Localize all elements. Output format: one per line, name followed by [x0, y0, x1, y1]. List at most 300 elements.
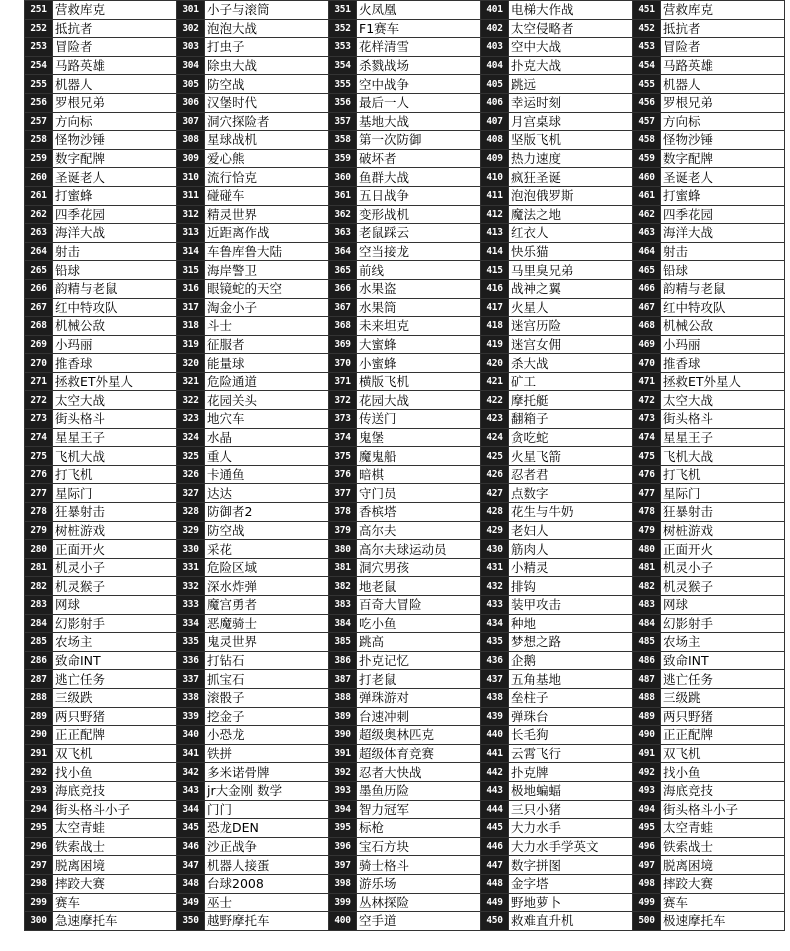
- game-name: 打蜜蜂: [661, 186, 785, 205]
- game-name: 种地: [509, 614, 633, 633]
- game-number: 281: [25, 558, 53, 577]
- game-name: 防空战: [205, 75, 329, 94]
- game-name: 弹珠游对: [357, 688, 481, 707]
- game-name: 马路英雄: [53, 56, 177, 75]
- game-name: 高尔夫: [357, 521, 481, 540]
- game-name: 坚版飞机: [509, 131, 633, 150]
- game-number: 406: [481, 93, 509, 112]
- game-name: 致命INT: [53, 651, 177, 670]
- game-name: 标枪: [357, 819, 481, 838]
- game-name: 星球战机: [205, 131, 329, 150]
- game-name: 冒险者: [661, 38, 785, 57]
- game-name: 防御者2: [205, 503, 329, 522]
- game-name: 街头格斗小子: [661, 800, 785, 819]
- game-name: 最后一人: [357, 93, 481, 112]
- game-number: 400: [329, 912, 357, 931]
- game-number: 257: [25, 112, 53, 131]
- table-row: [25, 893, 785, 912]
- game-name: 智力冠军: [357, 800, 481, 819]
- game-name: 老妇人: [509, 521, 633, 540]
- table-row: [25, 242, 785, 261]
- game-number: 426: [481, 465, 509, 484]
- game-number: 379: [329, 521, 357, 540]
- game-name: 破坏者: [357, 149, 481, 168]
- game-number: 462: [633, 205, 661, 224]
- game-name: 云霄飞行: [509, 744, 633, 763]
- game-name: 采花: [205, 540, 329, 559]
- game-name: 罗根兄弟: [53, 93, 177, 112]
- game-number: 416: [481, 279, 509, 298]
- game-number: 336: [177, 651, 205, 670]
- game-number: 418: [481, 317, 509, 336]
- game-name: 铁拼: [205, 744, 329, 763]
- game-name: 韵精与老鼠: [661, 279, 785, 298]
- game-name: 机器人: [661, 75, 785, 94]
- game-name: 马里臭兄弟: [509, 261, 633, 280]
- game-number: 358: [329, 131, 357, 150]
- game-name: 双飞机: [53, 744, 177, 763]
- table-row: [25, 224, 785, 243]
- game-name: 鬼灵世界: [205, 633, 329, 652]
- game-number: 266: [25, 279, 53, 298]
- game-name: 海洋大战: [661, 224, 785, 243]
- game-name: 方向标: [661, 112, 785, 131]
- game-number: 366: [329, 279, 357, 298]
- game-number: 427: [481, 484, 509, 503]
- game-name: 逃亡任务: [661, 670, 785, 689]
- game-number: 359: [329, 149, 357, 168]
- game-number: 470: [633, 354, 661, 373]
- game-number: 417: [481, 298, 509, 317]
- game-number: 479: [633, 521, 661, 540]
- game-number: 480: [633, 540, 661, 559]
- game-name: 铁索战士: [661, 837, 785, 856]
- game-number: 424: [481, 428, 509, 447]
- game-number: 333: [177, 596, 205, 615]
- game-name: 三级跌: [53, 688, 177, 707]
- game-name: 花园大战: [357, 391, 481, 410]
- game-name: 太空青蛙: [661, 819, 785, 838]
- game-name: 水果筒: [357, 298, 481, 317]
- game-name: 太空侵略者: [509, 19, 633, 38]
- table-row: [25, 596, 785, 615]
- table-row: [25, 447, 785, 466]
- game-name: 太空大战: [661, 391, 785, 410]
- game-name: 海底竞技: [53, 781, 177, 800]
- game-number: 494: [633, 800, 661, 819]
- game-number: 319: [177, 335, 205, 354]
- game-number: 469: [633, 335, 661, 354]
- table-row: [25, 503, 785, 522]
- game-number: 290: [25, 726, 53, 745]
- game-number: 410: [481, 168, 509, 187]
- game-number: 465: [633, 261, 661, 280]
- game-number: 435: [481, 633, 509, 652]
- game-name: 花样清雪: [357, 38, 481, 57]
- game-name: 空中战争: [357, 75, 481, 94]
- game-name: 危险区域: [205, 558, 329, 577]
- game-number: 419: [481, 335, 509, 354]
- game-name: 小蜜蜂: [357, 354, 481, 373]
- game-name: 太空青蛙: [53, 819, 177, 838]
- game-number: 346: [177, 837, 205, 856]
- game-name: 打飞机: [53, 465, 177, 484]
- game-name: 迷宫历险: [509, 317, 633, 336]
- game-number: 398: [329, 874, 357, 893]
- table-row: [25, 93, 785, 112]
- game-name: 机器人接蛋: [205, 856, 329, 875]
- game-number: 456: [633, 93, 661, 112]
- game-name: 跳远: [509, 75, 633, 94]
- game-number: 383: [329, 596, 357, 615]
- game-name: 狂暴射击: [661, 503, 785, 522]
- game-number: 318: [177, 317, 205, 336]
- game-number: 448: [481, 874, 509, 893]
- game-number: 292: [25, 763, 53, 782]
- game-name: 贪吃蛇: [509, 428, 633, 447]
- game-name: 第一次防御: [357, 131, 481, 150]
- game-number: 498: [633, 874, 661, 893]
- game-number: 253: [25, 38, 53, 57]
- game-name: 机灵猴子: [661, 577, 785, 596]
- table-row: [25, 56, 785, 75]
- table-row: [25, 112, 785, 131]
- game-name: 红中特攻队: [661, 298, 785, 317]
- game-name: 致命INT: [661, 651, 785, 670]
- game-number: 373: [329, 410, 357, 429]
- game-number: 395: [329, 819, 357, 838]
- game-name: 飞机大战: [661, 447, 785, 466]
- game-number: 475: [633, 447, 661, 466]
- game-name: 火凤凰: [357, 1, 481, 20]
- game-number: 335: [177, 633, 205, 652]
- game-name: 冒险者: [53, 38, 177, 57]
- game-number: 263: [25, 224, 53, 243]
- table-row: [25, 205, 785, 224]
- game-number: 372: [329, 391, 357, 410]
- game-number: 334: [177, 614, 205, 633]
- game-name: 打蜜蜂: [53, 186, 177, 205]
- game-number: 411: [481, 186, 509, 205]
- game-number: 288: [25, 688, 53, 707]
- table-row: [25, 521, 785, 540]
- game-number: 310: [177, 168, 205, 187]
- game-name: 弹珠台: [509, 707, 633, 726]
- game-number: 377: [329, 484, 357, 503]
- game-name: 鱼群大战: [357, 168, 481, 187]
- game-number: 402: [481, 19, 509, 38]
- game-number: 338: [177, 688, 205, 707]
- table-row: [25, 912, 785, 931]
- game-number: 396: [329, 837, 357, 856]
- game-number: 441: [481, 744, 509, 763]
- game-name: 赛车: [53, 893, 177, 912]
- game-name: 打飞机: [661, 465, 785, 484]
- game-name: 幻影射手: [53, 614, 177, 633]
- game-name: 小玛丽: [53, 335, 177, 354]
- game-name: 吃小鱼: [357, 614, 481, 633]
- game-number: 404: [481, 56, 509, 75]
- table-row: [25, 874, 785, 893]
- game-number: 305: [177, 75, 205, 94]
- game-name: 铅球: [53, 261, 177, 280]
- game-name: 找小鱼: [661, 763, 785, 782]
- game-name: 罗根兄弟: [661, 93, 785, 112]
- game-number: 436: [481, 651, 509, 670]
- game-number: 262: [25, 205, 53, 224]
- game-name: 大力水手: [509, 819, 633, 838]
- game-name: 门门: [205, 800, 329, 819]
- game-number: 284: [25, 614, 53, 633]
- game-name: 高尔夫球运动员: [357, 540, 481, 559]
- game-name: 巫士: [205, 893, 329, 912]
- game-number: 496: [633, 837, 661, 856]
- game-number: 315: [177, 261, 205, 280]
- game-name: 射击: [661, 242, 785, 261]
- game-number: 399: [329, 893, 357, 912]
- game-number: 440: [481, 726, 509, 745]
- game-name: 农场主: [53, 633, 177, 652]
- game-number: 321: [177, 372, 205, 391]
- game-name: 越野摩托车: [205, 912, 329, 931]
- game-name: 除虫大战: [205, 56, 329, 75]
- game-name: 铅球: [661, 261, 785, 280]
- game-name: 数字拼图: [509, 856, 633, 875]
- game-name: 滚骰子: [205, 688, 329, 707]
- game-number: 345: [177, 819, 205, 838]
- game-number: 371: [329, 372, 357, 391]
- game-number: 466: [633, 279, 661, 298]
- game-number: 356: [329, 93, 357, 112]
- game-name: 危险通道: [205, 372, 329, 391]
- game-number: 309: [177, 149, 205, 168]
- game-name: 极速摩托车: [661, 912, 785, 931]
- game-number: 297: [25, 856, 53, 875]
- game-number: 304: [177, 56, 205, 75]
- table-row: [25, 261, 785, 280]
- game-number: 275: [25, 447, 53, 466]
- game-name: 魔鬼船: [357, 447, 481, 466]
- game-number: 302: [177, 19, 205, 38]
- table-row: [25, 577, 785, 596]
- game-number: 291: [25, 744, 53, 763]
- game-number: 344: [177, 800, 205, 819]
- game-number: 360: [329, 168, 357, 187]
- game-number: 294: [25, 800, 53, 819]
- game-number: 450: [481, 912, 509, 931]
- game-number: 408: [481, 131, 509, 150]
- game-name: 杀大战: [509, 354, 633, 373]
- game-name: 变形战机: [357, 205, 481, 224]
- game-name: 数字配牌: [53, 149, 177, 168]
- game-name: 圣诞老人: [661, 168, 785, 187]
- game-number: 280: [25, 540, 53, 559]
- game-number: 439: [481, 707, 509, 726]
- game-name: 急速摩托车: [53, 912, 177, 931]
- game-name: 赛车: [661, 893, 785, 912]
- game-number: 393: [329, 781, 357, 800]
- game-name: 机械公敌: [661, 317, 785, 336]
- game-number: 357: [329, 112, 357, 131]
- game-number: 403: [481, 38, 509, 57]
- game-name: 三级跳: [661, 688, 785, 707]
- game-number: 463: [633, 224, 661, 243]
- game-name: 摩托艇: [509, 391, 633, 410]
- game-number: 437: [481, 670, 509, 689]
- game-name: 数字配牌: [661, 149, 785, 168]
- game-number: 474: [633, 428, 661, 447]
- game-number: 464: [633, 242, 661, 261]
- table-row: [25, 540, 785, 559]
- game-number: 455: [633, 75, 661, 94]
- game-number: 352: [329, 19, 357, 38]
- game-name: 极地蝙蝠: [509, 781, 633, 800]
- game-name: 机器人: [53, 75, 177, 94]
- game-number: 279: [25, 521, 53, 540]
- table-row: [25, 428, 785, 447]
- game-name: 台球2008: [205, 874, 329, 893]
- game-number: 386: [329, 651, 357, 670]
- game-name: 四季花园: [661, 205, 785, 224]
- table-row: [25, 800, 785, 819]
- game-number: 471: [633, 372, 661, 391]
- game-number: 492: [633, 763, 661, 782]
- game-number: 446: [481, 837, 509, 856]
- game-name: 深水炸弹: [205, 577, 329, 596]
- game-name: 多米诺骨牌: [205, 763, 329, 782]
- game-number: 442: [481, 763, 509, 782]
- game-number: 381: [329, 558, 357, 577]
- game-name: 正正配牌: [53, 726, 177, 745]
- game-name: 狂暴射击: [53, 503, 177, 522]
- table-row: [25, 186, 785, 205]
- table-row: [25, 298, 785, 317]
- game-name: 星际门: [661, 484, 785, 503]
- game-name: 守门员: [357, 484, 481, 503]
- game-number: 389: [329, 707, 357, 726]
- table-row: [25, 744, 785, 763]
- game-number: 458: [633, 131, 661, 150]
- game-name: 怪物沙锤: [661, 131, 785, 150]
- game-number: 364: [329, 242, 357, 261]
- game-number: 283: [25, 596, 53, 615]
- game-number: 362: [329, 205, 357, 224]
- game-number: 258: [25, 131, 53, 150]
- game-name: 射击: [53, 242, 177, 261]
- game-name: 沙正战争: [205, 837, 329, 856]
- game-number: 343: [177, 781, 205, 800]
- game-name: 达达: [205, 484, 329, 503]
- game-name: 梦想之路: [509, 633, 633, 652]
- game-name: 两只野猪: [53, 707, 177, 726]
- game-name: 香槟塔: [357, 503, 481, 522]
- game-number: 412: [481, 205, 509, 224]
- game-number: 397: [329, 856, 357, 875]
- game-name: 洞穴男孩: [357, 558, 481, 577]
- game-number: 401: [481, 1, 509, 20]
- game-name: 抵抗者: [53, 19, 177, 38]
- game-number: 409: [481, 149, 509, 168]
- game-number: 289: [25, 707, 53, 726]
- game-name: 矿工: [509, 372, 633, 391]
- game-number: 347: [177, 856, 205, 875]
- game-name: 网球: [661, 596, 785, 615]
- game-number: 331: [177, 558, 205, 577]
- game-number: 382: [329, 577, 357, 596]
- game-name: 空手道: [357, 912, 481, 931]
- table-row: [25, 1, 785, 20]
- game-number: 387: [329, 670, 357, 689]
- table-row: [25, 726, 785, 745]
- game-name: 碰碰车: [205, 186, 329, 205]
- game-name: 红衣人: [509, 224, 633, 243]
- game-number: 422: [481, 391, 509, 410]
- table-row: [25, 819, 785, 838]
- game-number: 472: [633, 391, 661, 410]
- game-name: 卡通鱼: [205, 465, 329, 484]
- table-row: [25, 279, 785, 298]
- game-number: 368: [329, 317, 357, 336]
- game-list-body: [25, 1, 785, 931]
- game-number: 311: [177, 186, 205, 205]
- game-name: 排钩: [509, 577, 633, 596]
- game-name: 丛林探险: [357, 893, 481, 912]
- game-name: 鬼堡: [357, 428, 481, 447]
- game-number: 467: [633, 298, 661, 317]
- game-name: 空中大战: [509, 38, 633, 57]
- game-number: 365: [329, 261, 357, 280]
- game-number: 322: [177, 391, 205, 410]
- game-number: 325: [177, 447, 205, 466]
- game-name: jr大金刚 数学: [205, 781, 329, 800]
- game-name: 铁索战士: [53, 837, 177, 856]
- game-number: 369: [329, 335, 357, 354]
- game-name: 汉堡时代: [205, 93, 329, 112]
- game-number: 460: [633, 168, 661, 187]
- game-number: 428: [481, 503, 509, 522]
- game-name: 星星王子: [53, 428, 177, 447]
- game-number: 269: [25, 335, 53, 354]
- game-name: 火星飞箭: [509, 447, 633, 466]
- game-name: 魔法之地: [509, 205, 633, 224]
- game-number: 421: [481, 372, 509, 391]
- game-number: 251: [25, 1, 53, 20]
- game-number: 265: [25, 261, 53, 280]
- game-name: 前线: [357, 261, 481, 280]
- game-number: 327: [177, 484, 205, 503]
- table-row: [25, 465, 785, 484]
- game-number: 316: [177, 279, 205, 298]
- table-row: [25, 410, 785, 429]
- game-name: 街头格斗: [661, 410, 785, 429]
- game-number: 332: [177, 577, 205, 596]
- game-name: 摔跤大赛: [661, 874, 785, 893]
- game-name: 横版飞机: [357, 372, 481, 391]
- game-name: 老鼠踩云: [357, 224, 481, 243]
- game-number: 276: [25, 465, 53, 484]
- game-number: 454: [633, 56, 661, 75]
- game-number: 350: [177, 912, 205, 931]
- game-name: 泡泡俄罗斯: [509, 186, 633, 205]
- game-number: 353: [329, 38, 357, 57]
- game-name: 装甲攻击: [509, 596, 633, 615]
- game-name: 魔宫勇者: [205, 596, 329, 615]
- game-number: 341: [177, 744, 205, 763]
- game-number: 273: [25, 410, 53, 429]
- game-name: 五角基地: [509, 670, 633, 689]
- game-number: 493: [633, 781, 661, 800]
- game-number: 329: [177, 521, 205, 540]
